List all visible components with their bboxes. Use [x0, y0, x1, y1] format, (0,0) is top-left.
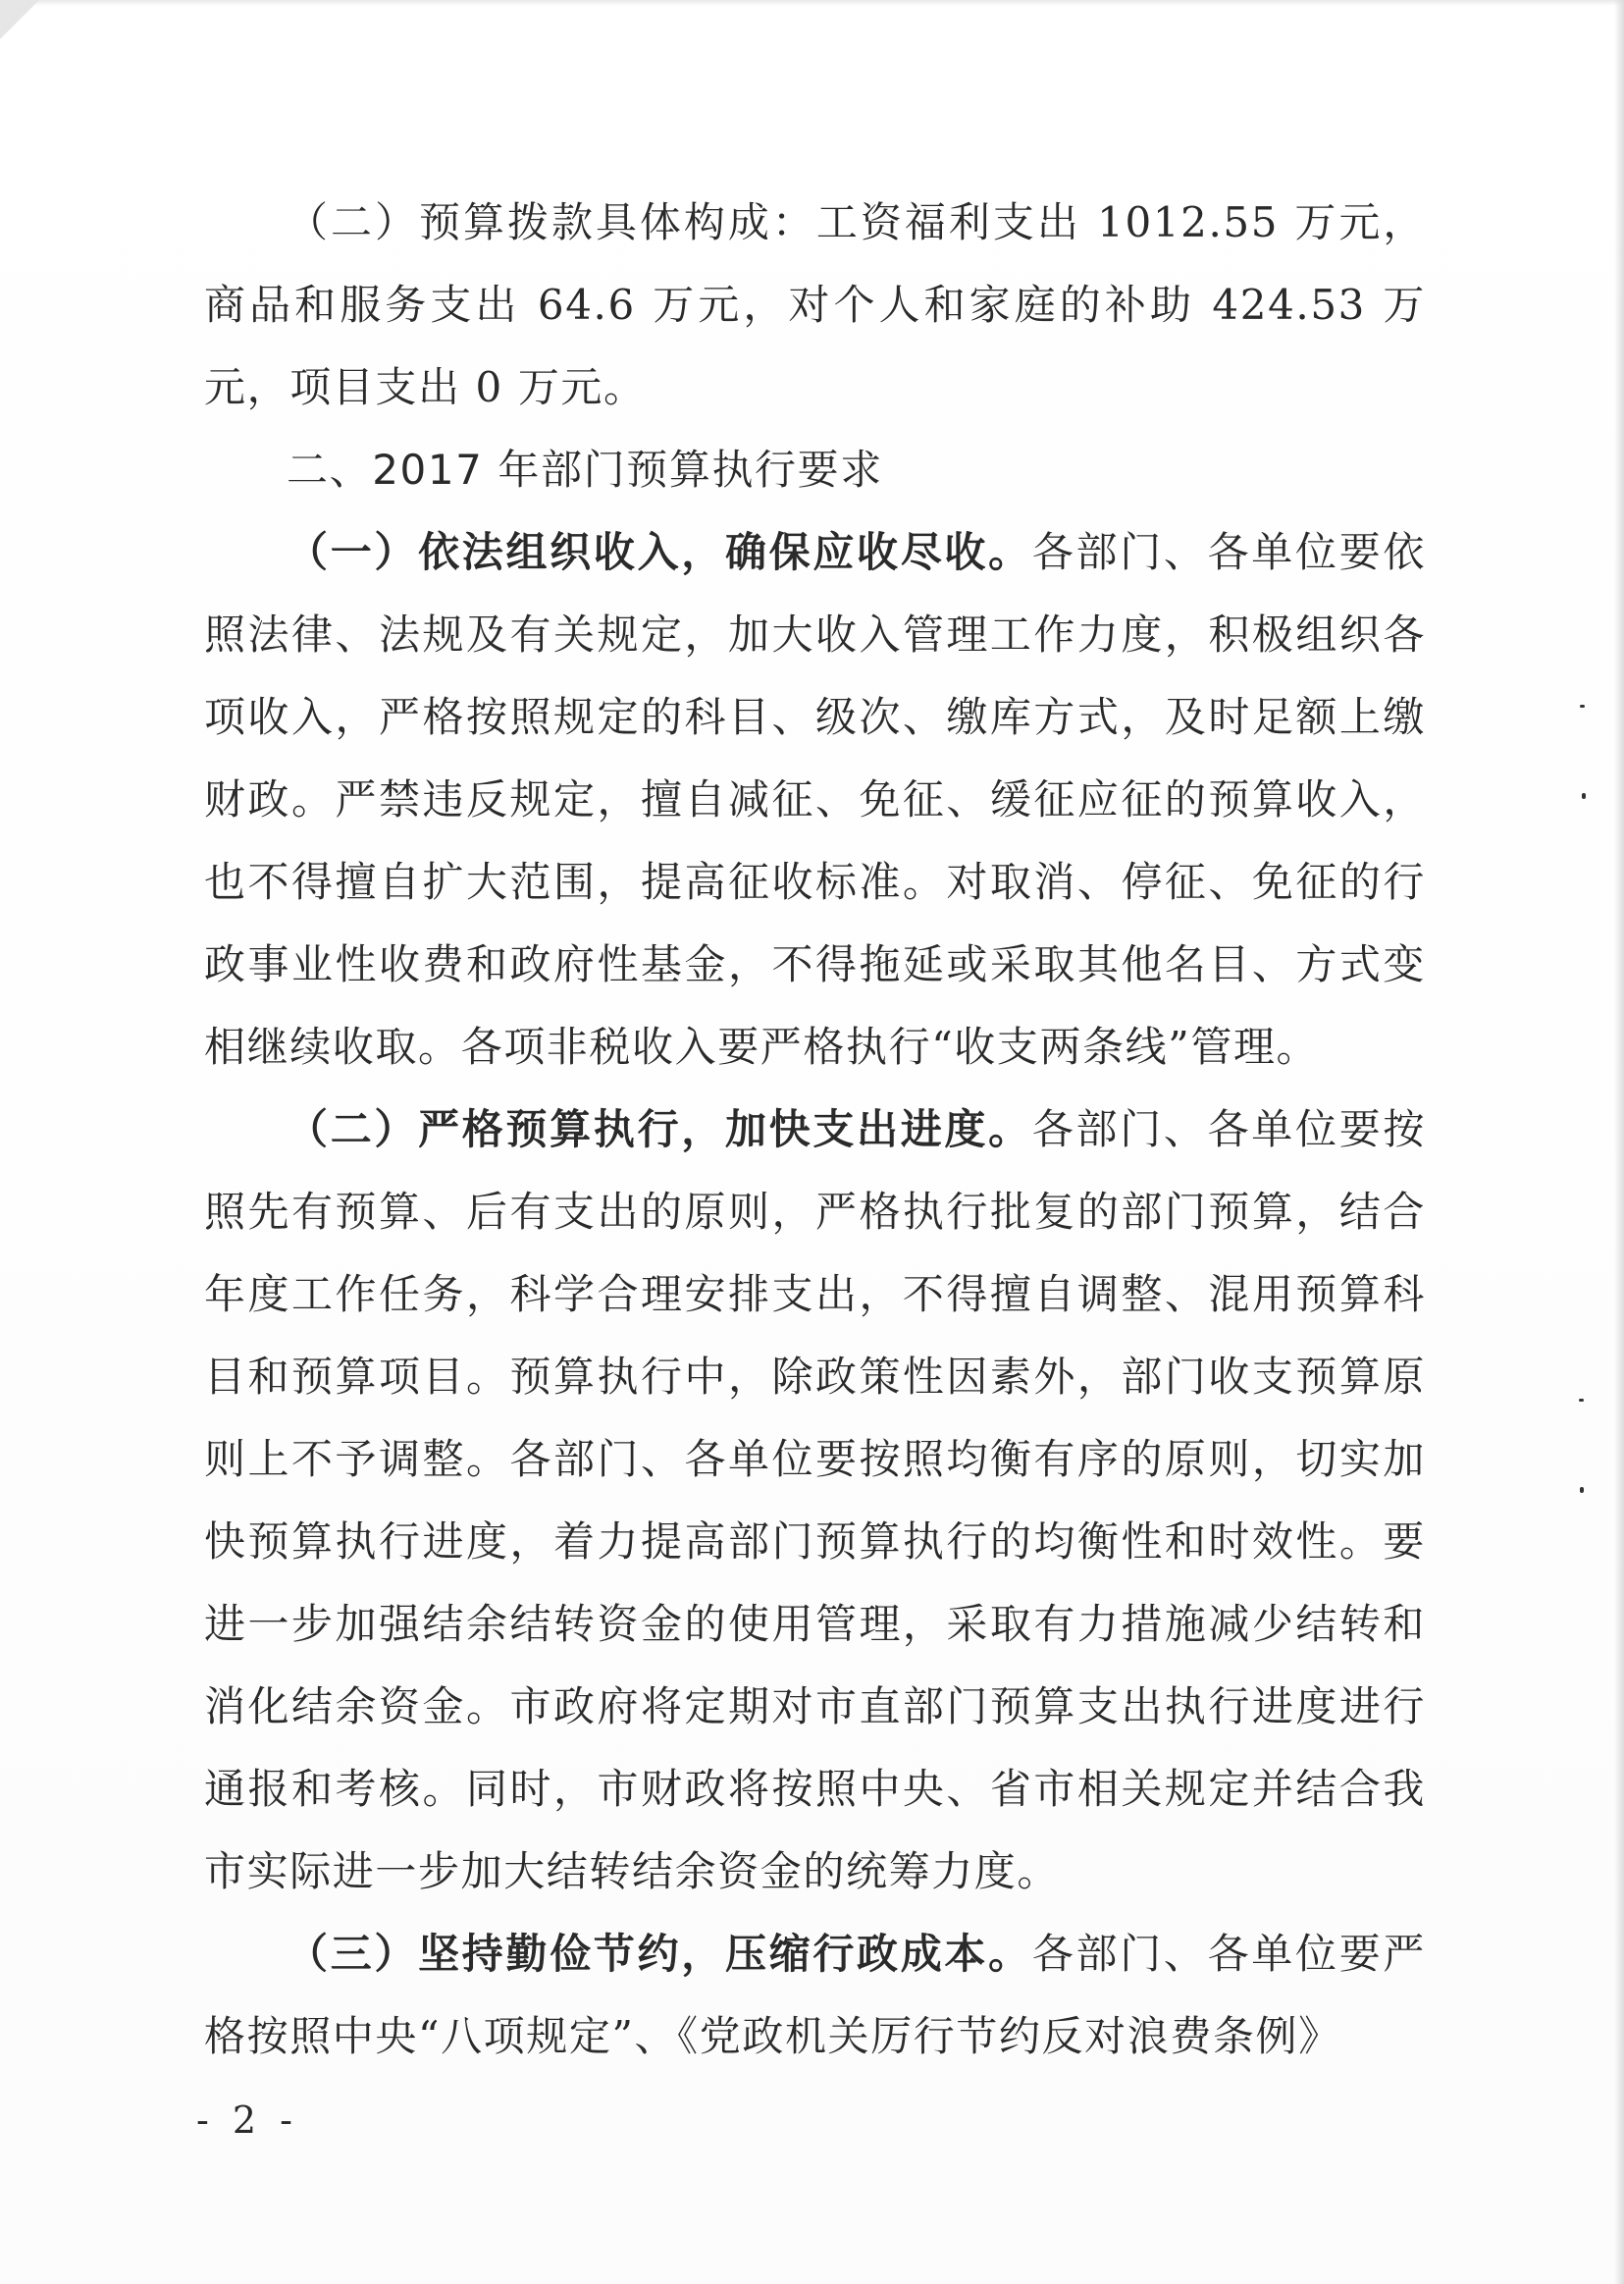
document-body [204, 182, 1426, 2078]
paragraph-text: 各部门、各单位要按照先有预算、后有支出的原则，严格执行批复的部门预算，结合年度工作任务，科学合理安排支出，不得擅自调整、混用预算科目和预算项目。预算执行中，除政策性因素外，部门收支预算原则上不予调整。各部门、各单位要按照均衡有序的原则，切实加快预算执行进度，着力提高部门预算执行的均衡性和时效性。要进一步加强结余结转资金的使用管理，采取有力措施减少结转和消化结余资金。市政府将定期对市直部门预算支出执行进度进行通报和考核。同时，市财政将按照中央、省市相关规定并结合我市实际进一步加大结转结余资金的统筹力度。 [204, 1105, 1426, 1895]
scan-edge-top [0, 0, 1624, 6]
scan-speck [1582, 793, 1586, 799]
paragraph-lead: （三）坚持勤俭节约，压缩行政成本。 [287, 1930, 1032, 1978]
scan-speck [1579, 1399, 1584, 1402]
scan-corner-fold [0, 0, 39, 39]
paragraph-lead: （一）依法组织收入，确保应收尽收。 [287, 528, 1032, 576]
scan-speck [1580, 1487, 1584, 1493]
paragraph-frugality [204, 1913, 1426, 2078]
section-heading [204, 429, 1426, 511]
paragraph-budget-composition [204, 182, 1426, 429]
paragraph-budget-execution [204, 1089, 1426, 1913]
scan-speck [1580, 705, 1585, 708]
paragraph-text: 各部门、各单位要严格按照中央“八项规定”、《党政机关厉行节约反对浪费条例》 [204, 1930, 1426, 2060]
section-heading-text: 二、2017 年部门预算执行要求 [287, 446, 883, 494]
scan-edge-right [1614, 0, 1624, 2284]
paragraph-text: 各部门、各单位要依照法律、法规及有关规定，加大收入管理工作力度，积极组织各项收入，严格按照规定的科目、级次、缴库方式，及时足额上缴财政。严禁违反规定，擅自减征、免征、缓征应征的预算收入，也不得擅自扩大范围，提高征收标准。对取消、停征、免征的行政事业性收费和政府性基金，不得拖延或采取其他名目、方式变相继续收取。各项非税收入要严格执行“收支两条线”管理。 [204, 528, 1426, 1071]
page-number: - 2 - [196, 2098, 299, 2142]
paragraph-organize-revenue [204, 511, 1426, 1089]
paragraph-text: （二）预算拨款具体构成：工资福利支出 1012.55 万元，商品和服务支出 64.6 万元，对个人和家庭的补助 424.53 万元，项目支出 0 万元。 [204, 198, 1426, 411]
paragraph-lead: （二）严格预算执行，加快支出进度。 [287, 1105, 1032, 1153]
